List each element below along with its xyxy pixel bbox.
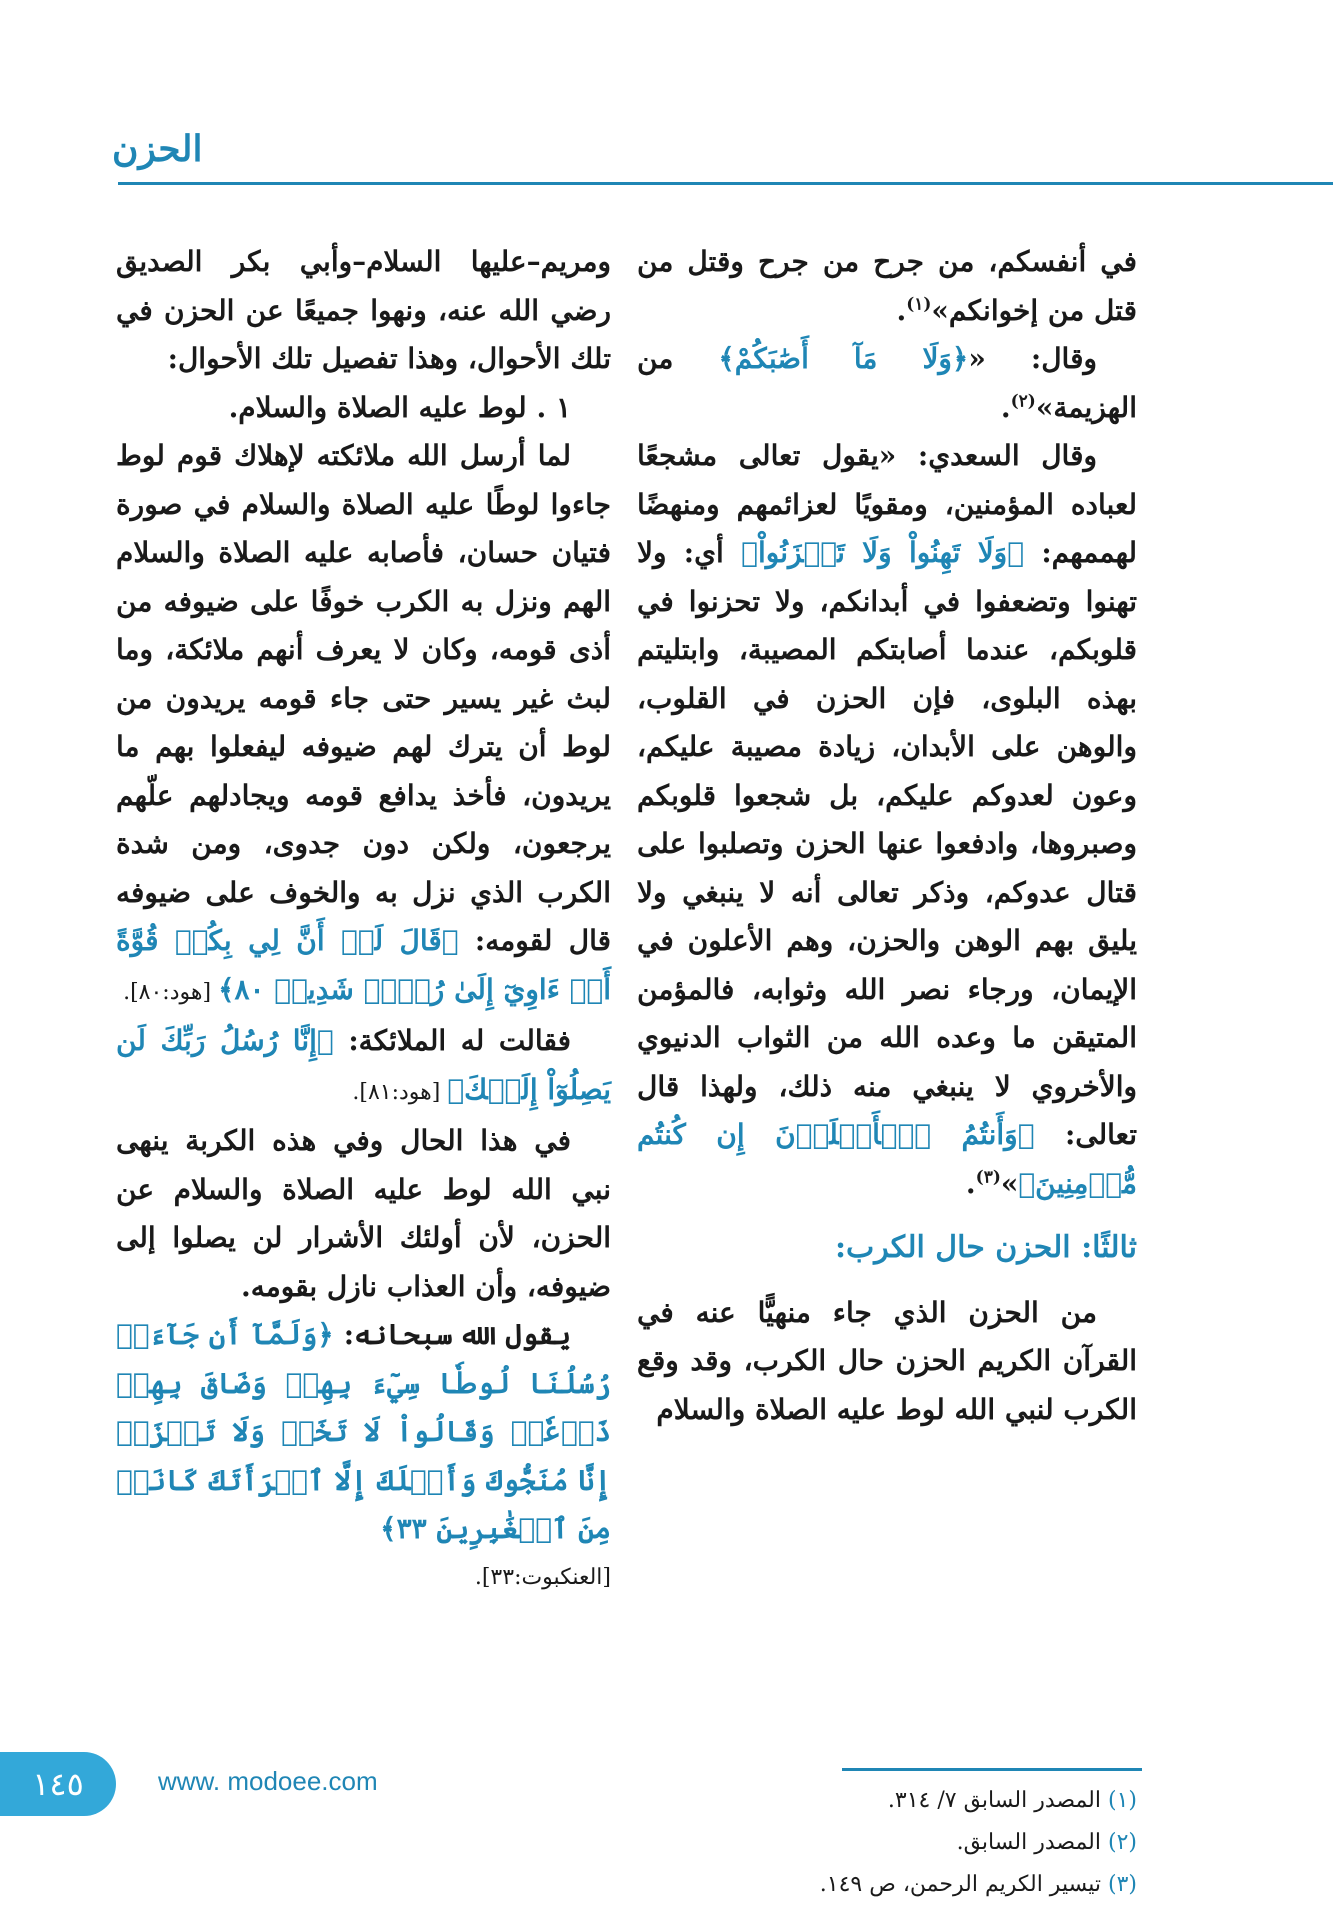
- paragraph: في أنفسكم، من جرح من جرح وقتل من قتل من إخوانكم»$^{(١)}$.: [637, 245, 1137, 327]
- paragraph: في هذا الحال وفي هذه الكربة ينهى نبي الله لوط عليه الصلاة والسلام عن الحزن، لأن أولئك الأشرار لن يصلوا إلى ضيوفه، وأن العذاب نازل بقومه.: [116, 1124, 611, 1303]
- paragraph: وقال السعدي: «يقول تعالى مشجعًا لعباده المؤمنين، ومقويًا لعزائمهم ومنهضًا لهممهم: ﴿وَلَا تَهِنُواْ وَلَا تَحۡزَنُواْ﴾ أي: ولا تهنوا وتضعفوا في أبدانكم، ولا تحزنوا في قلوبكم، عندما أصابتكم المصيبة، وابتليتم بهذه البلوى، فإن الحزن في القلوب، والوهن على الأبدان، زيادة مصيبة عليكم، وعون لعدوكم عليكم، بل شجعوا قلوبكم وصبروها، وادفعوا عنها الحزن وتصلبوا على قتال عدوكم، وذكر تعالى أنه لا ينبغي ولا يليق بهم الوهن والحزن، وهم الأعلون في الإيمان، ورجاء نصر الله وثوابه، فالمؤمن المتيقن ما وعده الله من الثواب الدنيوي والأخروي لا ينبغي منه ذلك، ولهذا قال تعالى: ﴿وَأَنتُمُ ٱلۡأَعۡلَوۡنَ إِن كُنتُم مُّؤۡمِنِينَ﴾»$^{(٣)}$.: [637, 439, 1138, 1200]
- footnote: (٢) المصدر السابق.: [956, 1830, 1137, 1855]
- verse-reference: [هود:٨٠].: [123, 979, 219, 1005]
- website-link[interactable]: www. modoee.com: [158, 1766, 378, 1796]
- paragraph: من الحزن الذي جاء منهيًّا عنه في القرآن الكريم الحزن حال الكرب، وقد وقع الكرب لنبي الله لوط عليه الصلاة والسلام: [637, 1295, 1137, 1426]
- page-number-badge: ١٤٥: [0, 1752, 116, 1816]
- list-item: ١ . لوط عليه الصلاة والسلام.: [228, 390, 571, 424]
- paragraph: يقول الله سبحانه: ﴿وَلَمَّآ أَن جَآءَتۡ رُسُلُنَا لُوطٗا سِيٓءَ بِهِمۡ وَضَاقَ بِهِمۡ ذَرۡعٗاۖ وَقَالُواْ لَا تَخَفۡ وَلَا تَحۡزَنۡ إِنَّا مُنَجُّوكَ وَأَهۡلَكَ إِلَّا ٱمۡرَأَتَكَ كَانَتۡ مِنَ ٱلۡغَٰبِرِينَ ٣٣﴾: [116, 1318, 611, 1545]
- footnote: (١) المصدر السابق ٧/ ٣١٤.: [887, 1788, 1137, 1813]
- quran-verse: ﴿وَلَمَّآ أَن جَآءَتۡ رُسُلُنَا لُوطٗا سِيٓءَ بِهِمۡ وَضَاقَ بِهِمۡ ذَرۡعٗاۖ وَقَالُواْ لَا تَخَفۡ وَلَا تَحۡزَنۡ إِنَّا مُنَجُّوكَ وَأَهۡلَكَ إِلَّا ٱمۡرَأَتَكَ كَانَتۡ مِنَ ٱلۡغَٰبِرِينَ ٣٣﴾: [116, 1318, 611, 1545]
- page-title: الحزن: [112, 128, 203, 170]
- quran-verse: ﴿قَالَ لَوۡ أَنَّ لِي بِكُمۡ قُوَّةً أَوۡ ءَاوِيٓ إِلَىٰ رُكۡنٖ شَدِيدٖ ٨٠﴾: [116, 924, 611, 1006]
- left-column: [116, 238, 611, 1602]
- section-heading: ثالثًا: الحزن حال الكرب:: [834, 1230, 1137, 1265]
- verse-reference: [العنكبوت:٣٣].: [474, 1564, 611, 1590]
- footnote-ref: (١): [906, 294, 932, 315]
- quran-verse: ﴿وَلَا مَآ أَصَٰبَكُمْ﴾: [718, 342, 969, 375]
- paragraph: وقال: «﴿وَلَا مَآ أَصَٰبَكُمْ﴾ من الهزيمة»$^{(٢)}$.: [637, 342, 1137, 424]
- paragraph: فقالت له الملائكة: ﴿إِنَّا رُسُلُ رَبِّكَ لَن يَصِلُوٓاْ إِلَيۡكَ﴾ [هود:٨١].: [116, 1024, 611, 1106]
- quran-verse: ﴿وَأَنتُمُ ٱلۡأَعۡلَوۡنَ إِن كُنتُم مُّؤۡمِنِينَ﴾: [637, 1118, 1137, 1200]
- quran-verse: ﴿إِنَّا رُسُلُ رَبِّكَ لَن يَصِلُوٓاْ إِلَيۡكَ﴾: [116, 1024, 611, 1106]
- footnote-ref: (٢): [1010, 391, 1036, 412]
- header-divider: [118, 182, 1333, 185]
- paragraph: لما أرسل الله ملائكته لإهلاك قوم لوط جاءوا لوطًا عليه الصلاة والسلام في صورة فتيان حسان، فأصابه عليه الصلاة والسلام الهم ونزل به الكرب خوفًا على ضيوفه من أذى قومه، وكان لا يعرف أنهم ملائكة، وما لبث غير يسير حتى جاء قومه يريدون من لوط أن يترك لهم ضيوفه ليفعلوا بهم ما يريدون، فأخذ يدافع قومه ويجادلهم علّهم يرجعون، ولكن دون جدوى، ومن شدة الكرب الذي نزل به والخوف على ضيوفه قال لقومه: ﴿قَالَ لَوۡ أَنَّ لِي بِكُمۡ قُوَّةً أَوۡ ءَاوِيٓ إِلَىٰ رُكۡنٖ شَدِيدٖ ٨٠﴾ [هود:٨٠].: [116, 439, 612, 1006]
- footnote-divider: [842, 1768, 1142, 1771]
- paragraph: ومريم–عليها السلام–وأبي بكر الصديق رضي الله عنه، ونهوا جميعًا عن الحزن في تلك الأحوال، وهذا تفصيل تلك الأحوال:: [116, 245, 611, 375]
- verse-reference: [هود:٨١].: [352, 1079, 448, 1105]
- footnote-ref: (٣): [975, 1167, 1001, 1188]
- quran-verse: ﴿وَلَا تَهِنُواْ وَلَا تَحۡزَنُواْ﴾: [741, 536, 1024, 569]
- footnote: (٣) تيسير الكريم الرحمن، ص ١٤٩.: [819, 1872, 1137, 1897]
- right-column: [637, 238, 1137, 1434]
- footnotes: [777, 1780, 1137, 1906]
